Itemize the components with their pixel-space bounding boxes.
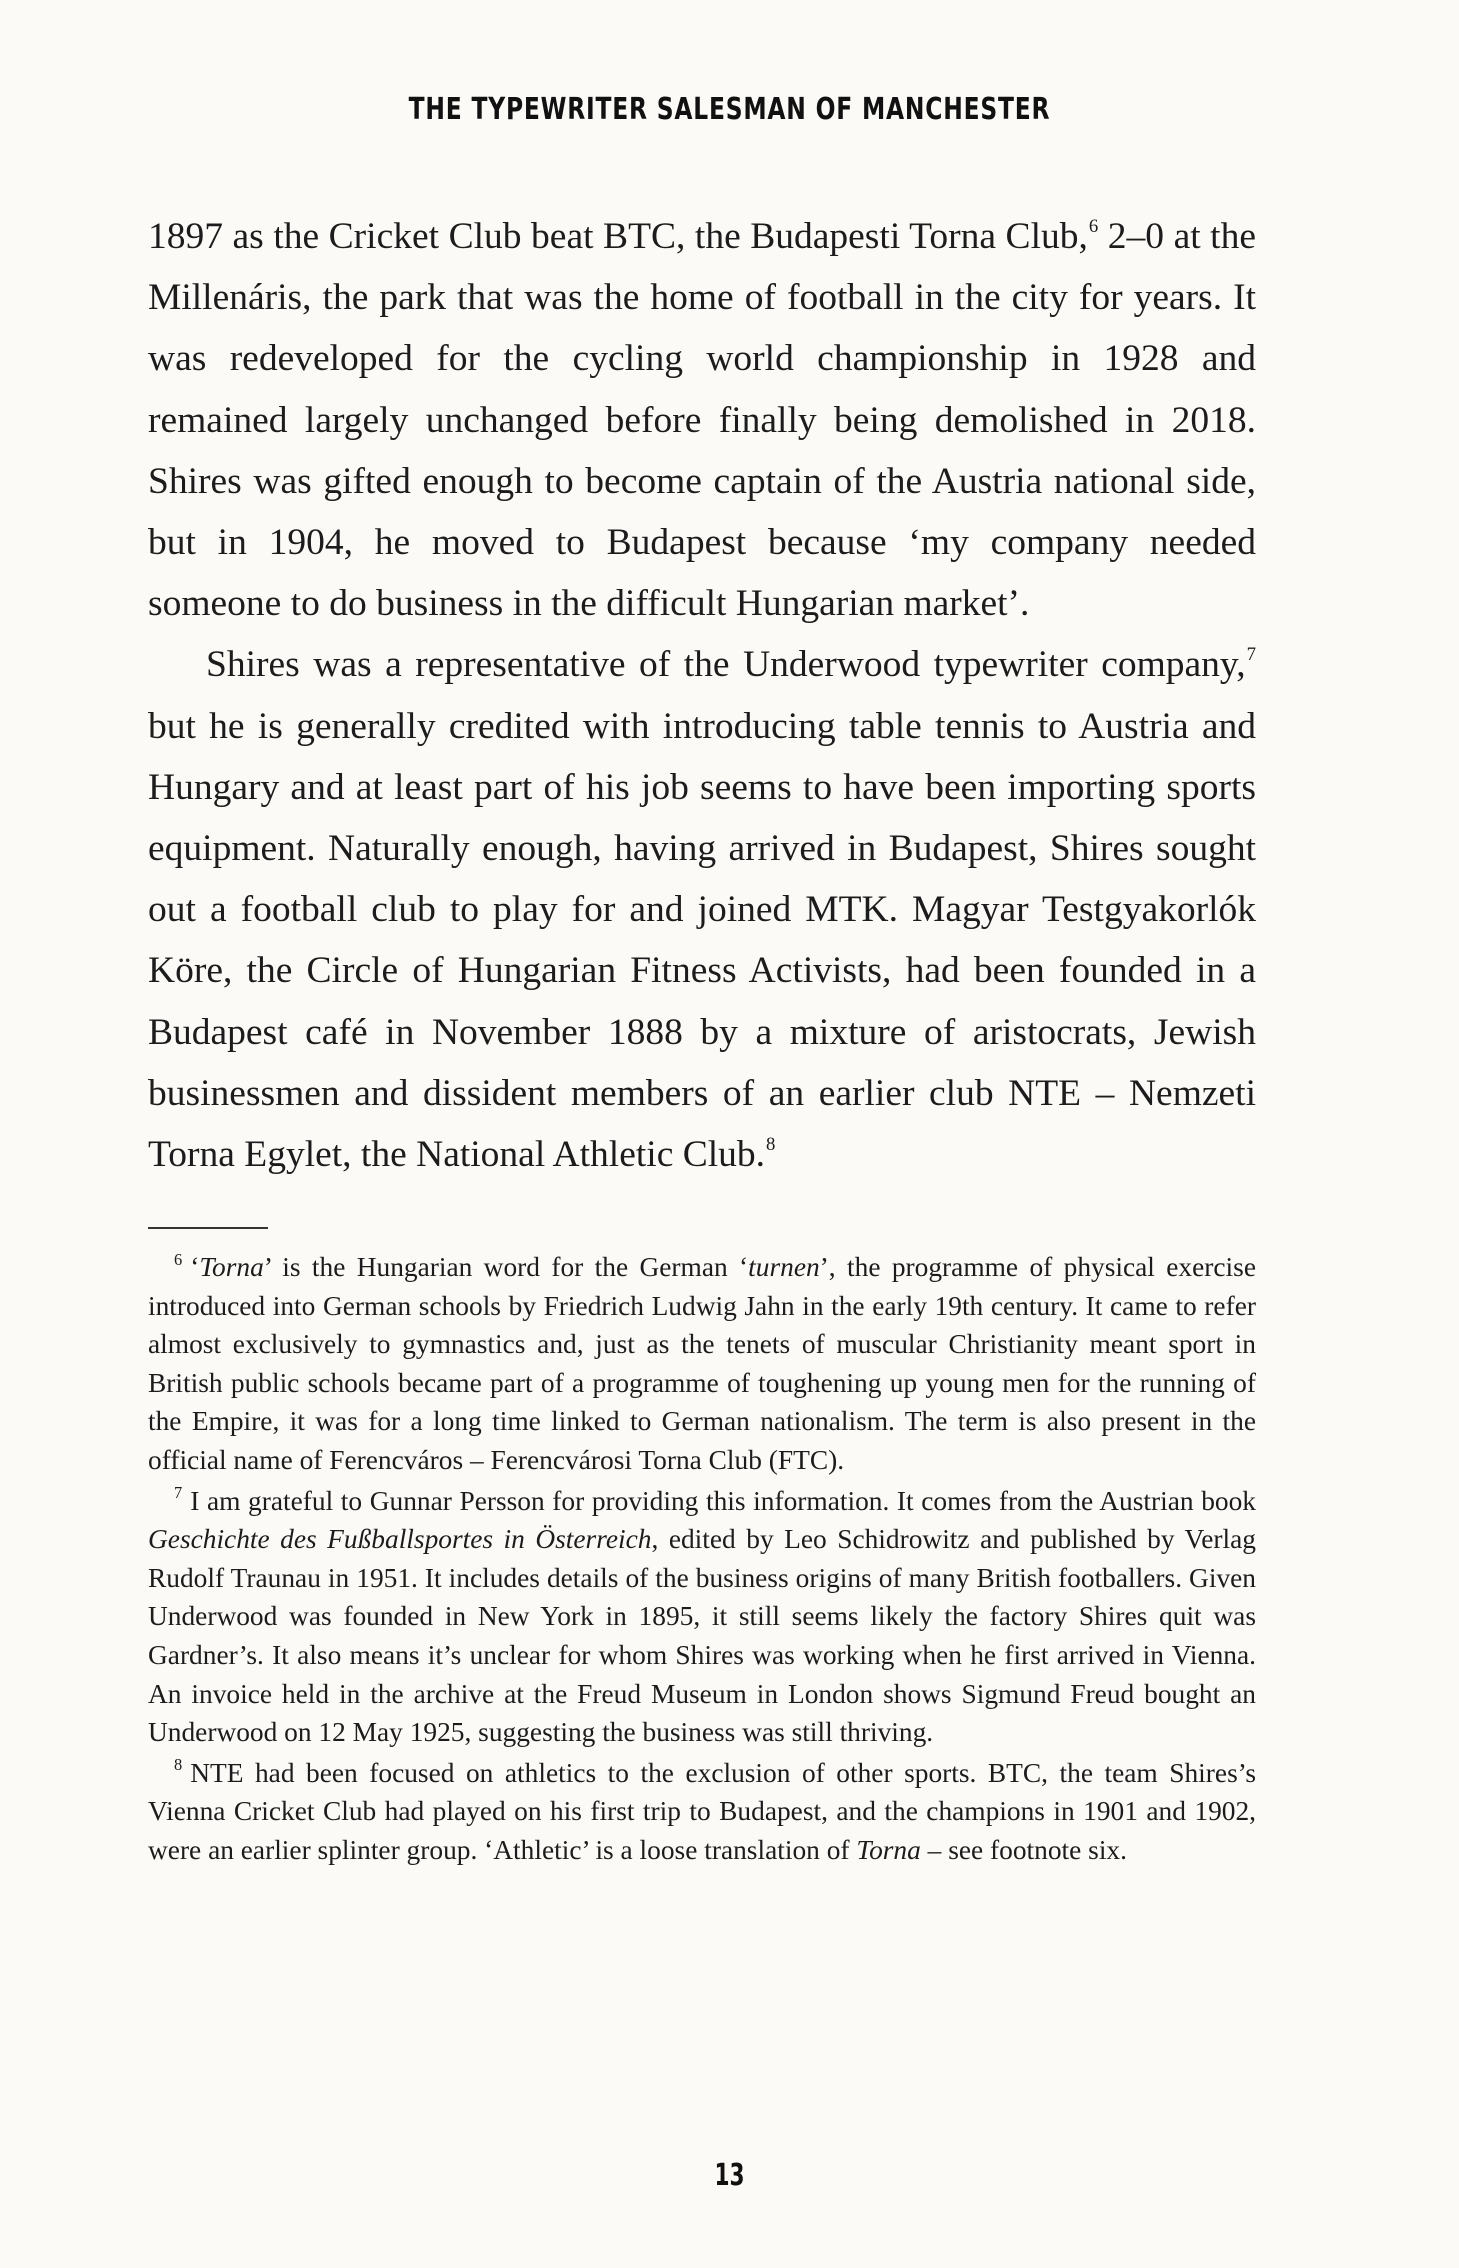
note-ref-8: 8 bbox=[766, 1134, 776, 1156]
footnote-8-number: 8 bbox=[174, 1755, 183, 1775]
footnote-6-number: 6 bbox=[174, 1249, 183, 1269]
main-text bbox=[148, 206, 1256, 1185]
footnote-6-mid: ’ is the Hungarian word for the German ‘ bbox=[263, 1252, 749, 1282]
footnote-7-text: , edited by Leo Schidrowitz and published by Verlag Rudolf Traunau in 1951. It includes details of the business origins of many British footballers. Given Underwood was founded in New York in 1895, it still seems likely the factory Shires quit was Gardner’s. It also means it’s unclear for whom Shires was working when he first arrived in Vienna. An invoice held in the archive at the Freud Museum in London shows Sigmund Freud bought an Underwood on 12 May 1925, suggesting the business was still thriving. bbox=[148, 1524, 1256, 1748]
paragraph-1 bbox=[148, 206, 1256, 634]
page-number: 13 bbox=[714, 2158, 745, 2193]
footnote-divider bbox=[148, 1227, 268, 1229]
footnote-7-pre: I am grateful to Gunnar Persson for providing this information. It comes from the Austrian book bbox=[190, 1485, 1256, 1516]
paragraph-1-text-b: 2–0 at the Millenáris, the park that was the home of football in the city for years. It was redeveloped for the cycling world championship in 1928 and remained largely unchanged before finally being demolished in 2018. Shires was gifted enough to become captain of the Austria national side, but in 1904, he moved to Budapest because ‘my company needed someone to do business in the difficult Hungarian market’. bbox=[148, 216, 1256, 625]
footnote-8-pre: NTE had been focused on athletics to the exclusion of other sports. BTC, the team Shires’s Vienna Cricket Club had played on his first trip to Budapest, and the champions in 1901 and 1902, were an earlier splinter group. ‘Athletic’ is a loose translation of bbox=[148, 1757, 1256, 1865]
paragraph-2-text-b: but he is generally credited with introducing table tennis to Austria and Hungary and at least part of his job seems to have been importing sports equipment. Naturally enough, having arrived in Budapest, Shires sought out a football club to play for and joined MTK. Magyar Testgyakorlók Köre, the Circle of Hungarian Fitness Activists, had been founded in a Budapest café in November 1888 by a mixture of aristocrats, Jewish businessmen and dissident members of an earlier club NTE – Nemzeti Torna Egylet, the National Athletic Club. bbox=[148, 705, 1256, 1176]
footnote-8-text: – see footnote six. bbox=[920, 1834, 1127, 1865]
footnote-6-text: ’, the programme of physical exercise introduced into German schools by Friedrich Ludwig Jahn in the early 19th century. It came to refer almost exclusively to gymnastics and, just as the tenets of muscular Christianity meant sport in British public schools became part of a programme of toughening up young men for the running of the Empire, it was for a long time linked to German nationalism. The term is also present in the official name of Ferencváros – Ferencvárosi Torna Club (FTC). bbox=[148, 1252, 1256, 1475]
paragraph-1-text-a: 1897 as the Cricket Club beat BTC, the Budapesti Torna Club, bbox=[148, 216, 1088, 257]
footnote-6-term-turnen: turnen bbox=[748, 1252, 820, 1282]
paragraph-2 bbox=[148, 634, 1256, 1185]
footnote-7 bbox=[148, 1482, 1256, 1752]
footnote-6-pre: ‘ bbox=[190, 1252, 200, 1282]
footnote-8 bbox=[148, 1754, 1256, 1870]
running-head: THE TYPEWRITER SALESMAN OF MANCHESTER bbox=[408, 92, 1051, 127]
footnote-6 bbox=[148, 1248, 1256, 1480]
footnote-7-number: 7 bbox=[174, 1483, 183, 1503]
paragraph-2-text-a: Shires was a representative of the Underwood typewriter company, bbox=[206, 644, 1246, 686]
note-ref-7: 7 bbox=[1246, 644, 1256, 666]
note-ref-6: 6 bbox=[1088, 216, 1099, 238]
footnotes bbox=[148, 1248, 1256, 1872]
footnote-7-book-title: Geschichte des Fußballsportes in Österreich bbox=[148, 1524, 652, 1555]
footnote-6-term-torna: Torna bbox=[199, 1252, 264, 1282]
footnote-8-term-torna: Torna bbox=[856, 1834, 921, 1865]
